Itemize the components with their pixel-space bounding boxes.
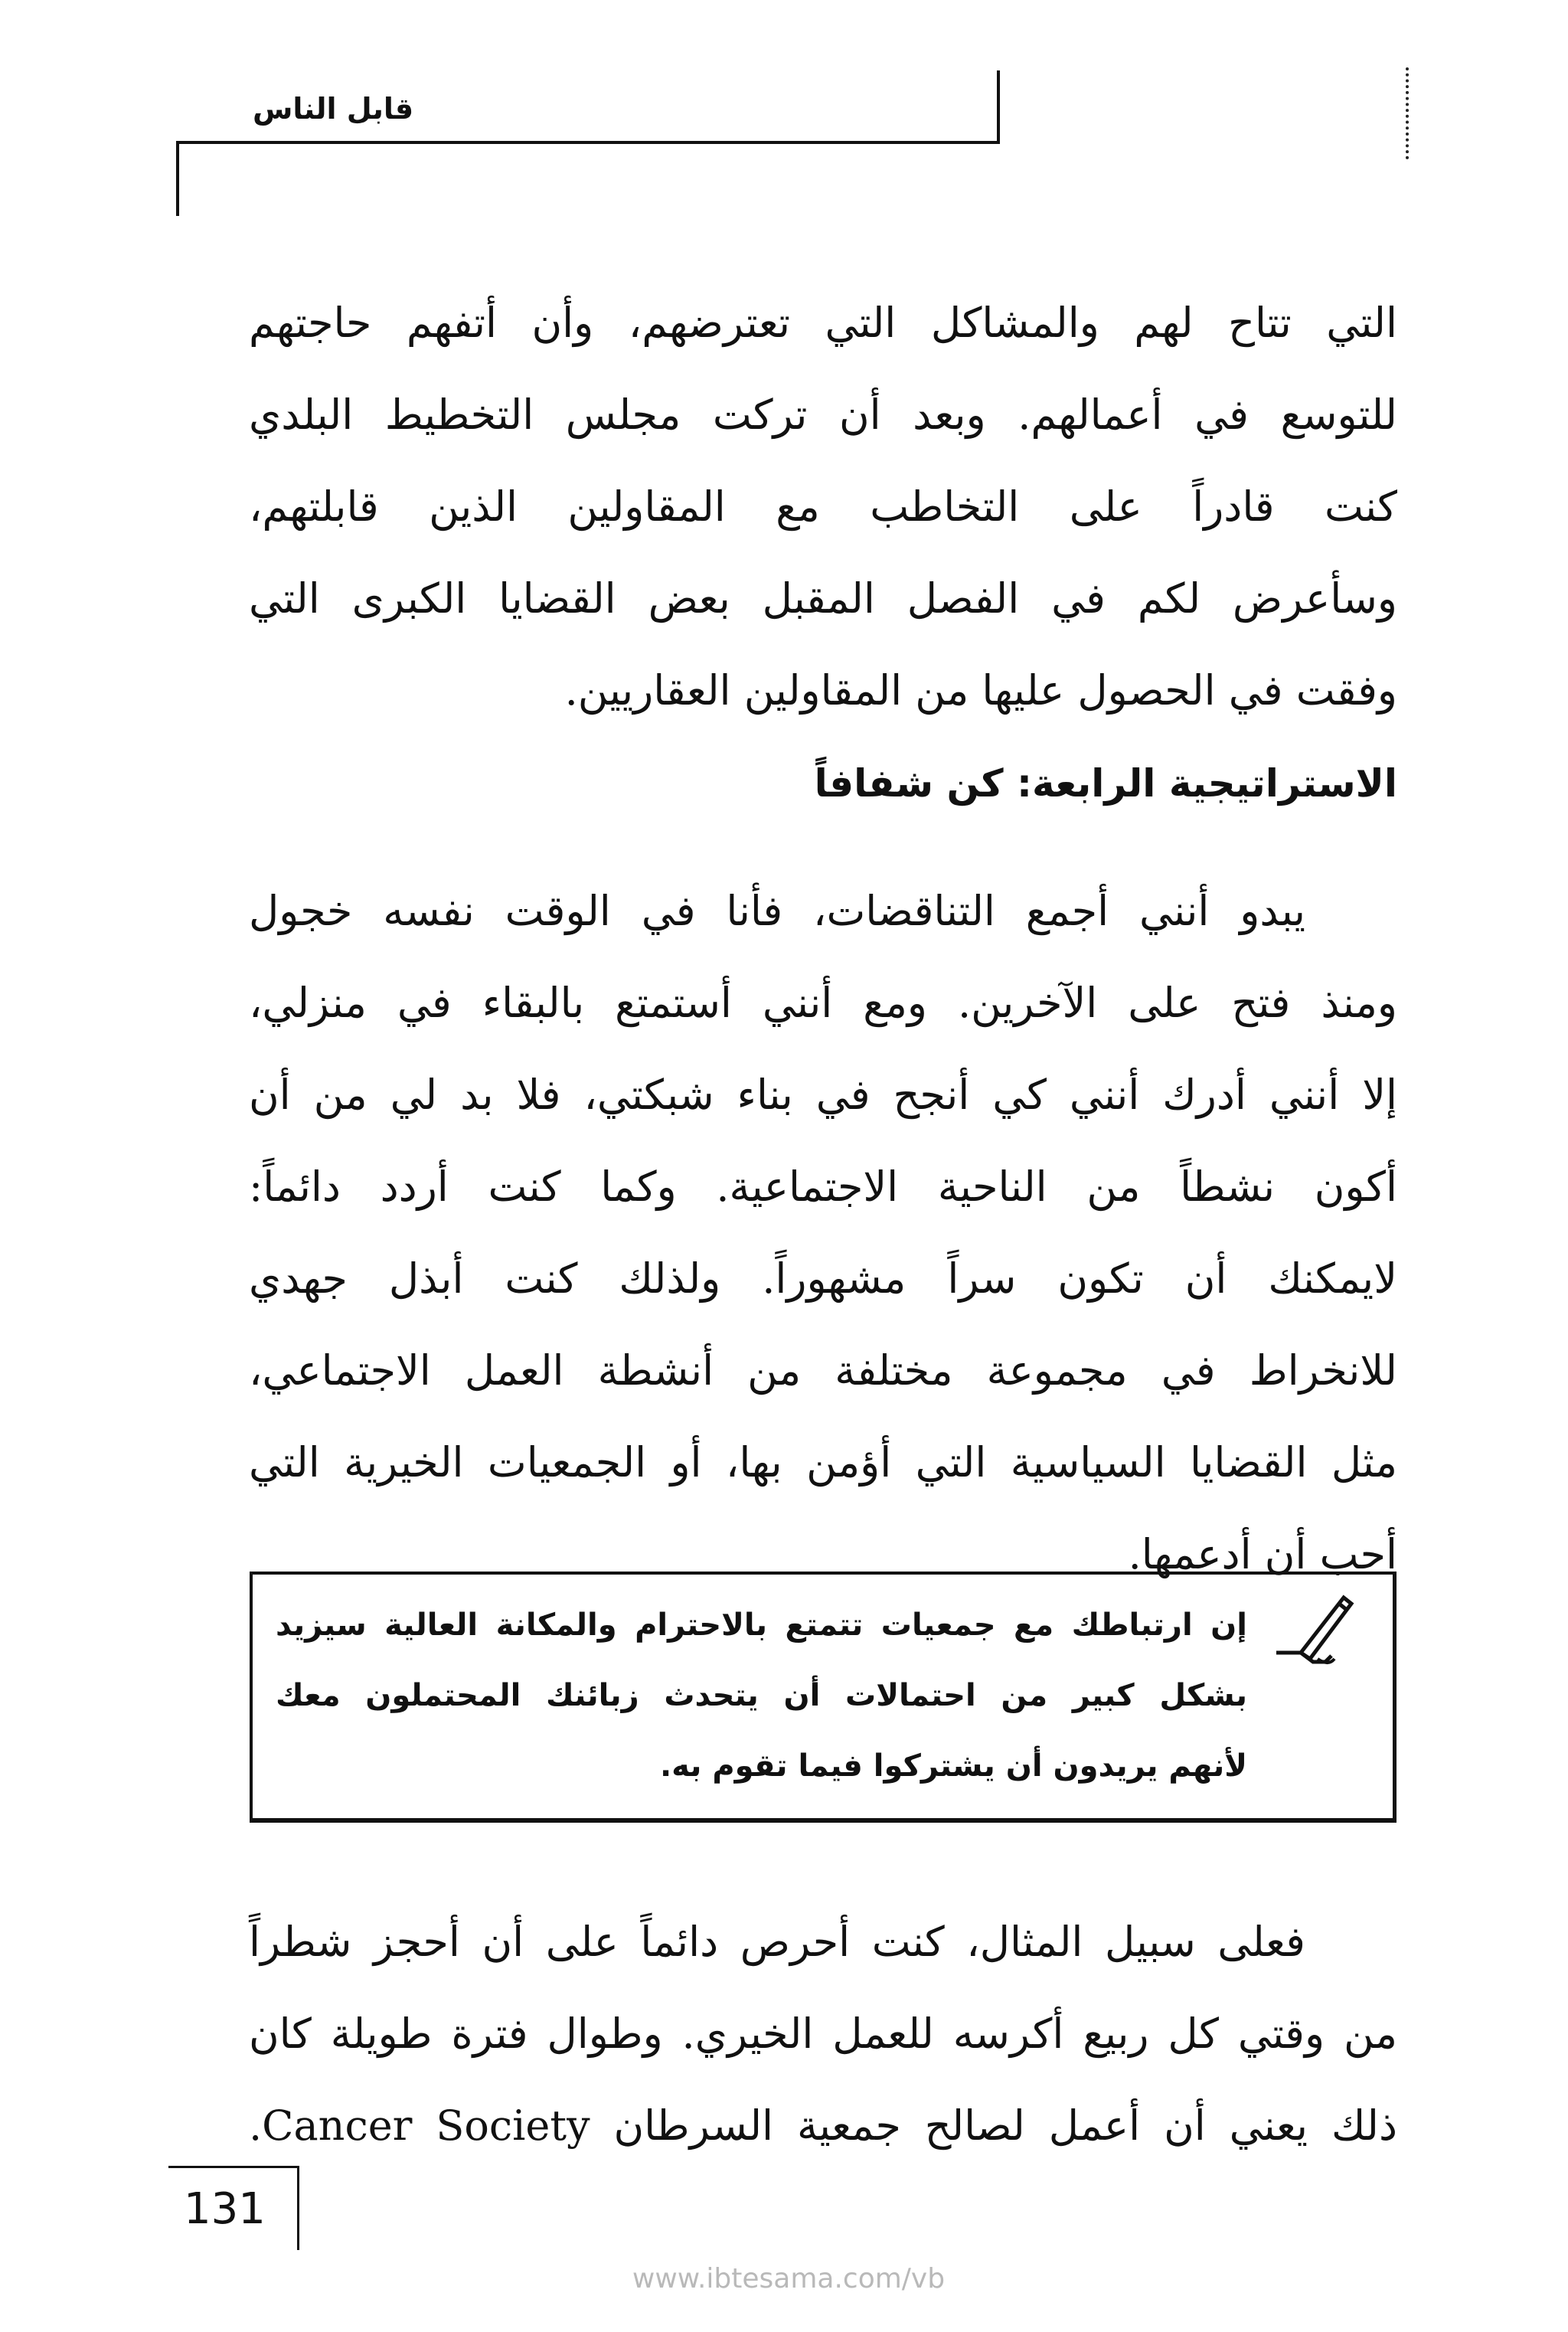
text-line: للتوسع في أعمالهم. وبعد أن تركت مجلس التخطيط البلدي (249, 391, 1397, 439)
page-number-rule (168, 2166, 299, 2168)
note-box (250, 1572, 1396, 1823)
note-text (276, 1590, 1247, 1801)
text-line: للانخراط في مجموعة مختلفة من أنشطة العمل الاجتماعي، (249, 1346, 1397, 1395)
page-number: 131 (184, 2184, 266, 2234)
text-line: التي تتاح لهم والمشاكل التي تعترضهم، وأن أتفهم حاجتهم (249, 299, 1397, 347)
text-line: أكون نشطاً من الناحية الاجتماعية. وكما كنت أردد دائماً: (249, 1163, 1397, 1211)
note-line: بشكل كبير من احتمالات أن يتحدث زبائنك المحتملون معك (276, 1678, 1247, 1713)
pen-icon (1270, 1582, 1362, 1674)
header-rule (176, 141, 999, 144)
page-number-rule-vertical (297, 2166, 299, 2250)
section-heading: الاستراتيجية الرابعة: كن شفافاً (814, 761, 1397, 806)
paragraph-3 (249, 1896, 1397, 2172)
header-rule-left (176, 141, 179, 216)
margin-mark (1406, 67, 1412, 159)
watermark-link[interactable]: www.ibtesama.com/vb (632, 2263, 946, 2294)
text-line: كنت قادراً على التخاطب مع المقاولين الذين قابلتهم، (249, 482, 1397, 531)
note-line: إن ارتباطك مع جمعيات تتمتع بالاحترام والمكانة العالية سيزيد (276, 1608, 1247, 1643)
text-line: من وقتي كل ربيع أكرسه للعمل الخيري. وطوال فترة طويلة كان (249, 2010, 1397, 2058)
text-line: وسأعرض لكم في الفصل المقبل بعض القضايا الكبرى التي (249, 574, 1397, 623)
text-line: إلا أنني أدرك أنني كي أنجح في بناء شبكتي، فلا بد لي من أن (249, 1071, 1397, 1119)
text-line: وفقت في الحصول عليها من المقاولين العقاريين. (564, 666, 1397, 715)
text-line: مثل القضايا السياسية التي أؤمن بها، أو الجمعيات الخيرية التي (249, 1438, 1397, 1487)
note-line: لأنهم يريدون أن يشتركوا فيما تقوم به. (659, 1748, 1247, 1784)
header-rule-right (997, 70, 1000, 144)
text-line: ومنذ فتح على الآخرين. ومع أنني أستمتع بالبقاء في منزلي، (249, 979, 1397, 1027)
text-line: لايمكنك أن تكون سراً مشهوراً. ولذلك كنت أبذل جهدي (249, 1254, 1397, 1303)
text-line: يبدو أنني أجمع التناقضات، فأنا في الوقت نفسه خجول (249, 887, 1305, 935)
text-line: ذلك يعني أن أعمل لصالح جمعية السرطان Cancer Society. (249, 2101, 1397, 2150)
paragraph-1 (249, 277, 1397, 737)
paragraph-2 (249, 865, 1397, 1601)
running-header-title: قابل الناس (253, 92, 414, 126)
text-line: أحب أن أدعمها. (1128, 1530, 1397, 1578)
text-line: فعلى سبيل المثال، كنت أحرص دائماً على أن أحجز شطراً (249, 1918, 1305, 1966)
